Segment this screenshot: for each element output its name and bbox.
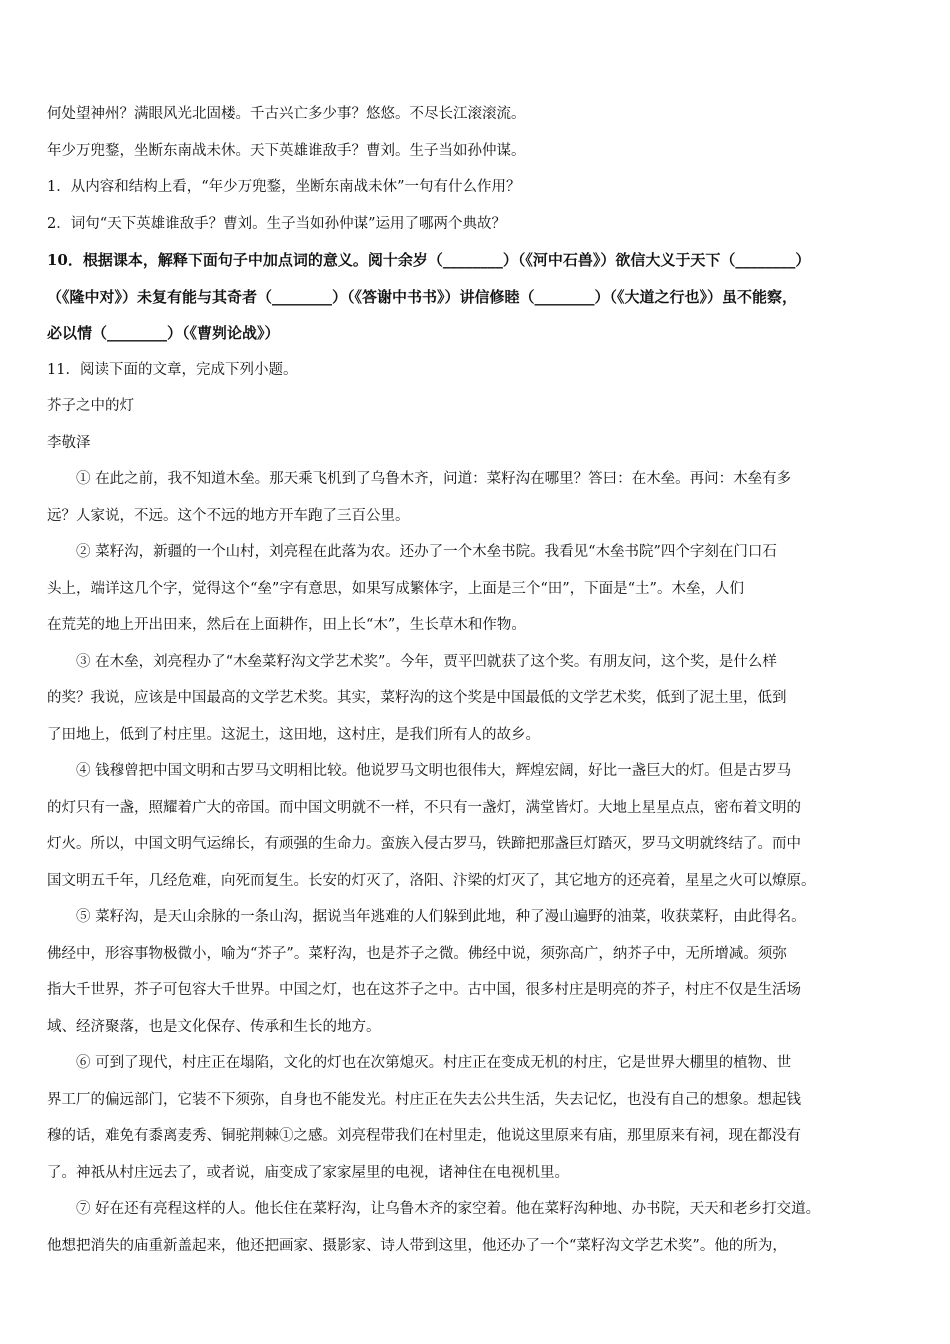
paragraph-line: 的灯只有一盏，照耀着广大的帝国。而中国文明就不一样，不只有一盏灯，满堂皆灯。大地上星星点点，密布着文明的 bbox=[47, 799, 801, 816]
paragraph-line: 指大千世界，芥子可包容大千世界。中国之灯，也在这芥子之中。古中国，很多村庄是明亮的芥子，村庄不仅是生活场 bbox=[47, 982, 801, 998]
question-11-intro: 11．阅读下面的文章，完成下列小题。 bbox=[47, 361, 298, 378]
paragraph-line: 域、经济聚落，也是文化保存、传承和生长的地方。 bbox=[47, 1018, 381, 1035]
paragraph-line: ④ 钱穆曾把中国文明和古罗马文明相比较。他说罗马文明也很伟大，辉煌宏阔，好比一盏巨大的灯。但是古罗马 bbox=[76, 763, 792, 779]
article-paragraph bbox=[47, 461, 905, 534]
paragraph-line: 灯火。所以，中国文明气运绵长，有顽强的生命力。蛮族入侵古罗马，铁蹄把那盏巨灯踏灭，罗马文明就终结了。而中 bbox=[47, 836, 801, 852]
poem-line: 年少万兜鍪，坐断东南战未休。天下英雄谁敌手？曹刘。生子当如孙仲谋。 bbox=[47, 142, 526, 159]
article-paragraph bbox=[47, 899, 905, 1045]
article-paragraph bbox=[47, 753, 905, 899]
paragraph-line: 的奖？我说，应该是中国最高的文学艺术奖。其实，菜籽沟的这个奖是中国最低的文学艺术奖，低到了泥土里，低到 bbox=[47, 690, 787, 706]
paragraph-line: ⑤ 菜籽沟，是天山余脉的一条山沟，据说当年逃难的人们躲到此地，种了漫山遍野的油菜，收获菜籽，由此得名。 bbox=[76, 909, 806, 925]
question-2: 2．词句“天下英雄谁敌手？曹刘。生子当如孙仲谋”运用了哪两个典故？ bbox=[47, 215, 507, 232]
paragraph-line: 头上，端详这几个字，觉得这个“垒”字有意思，如果写成繁体字，上面是三个“田”，下面是“土”。木垒，人们 bbox=[47, 580, 744, 597]
paragraph-line: 远？人家说，不远。这个不远的地方开车跑了三百公里。 bbox=[47, 507, 410, 524]
question-10-line: 10．根据课本，解释下面句子中加点词的意义。阅十余岁（________）（《河中石兽》）欲信大义于天下（________） bbox=[47, 251, 811, 269]
paragraph-line: 他想把消失的庙重新盖起来，他还把画家、摄影家、诗人带到这里，他还办了一个“菜籽沟文学艺术奖”。他的所为， bbox=[47, 1237, 787, 1254]
paragraph-line: ⑦ 好在还有亮程这样的人。他长住在菜籽沟，让乌鲁木齐的家空着。他在菜籽沟种地、办书院，天天和老乡打交道。 bbox=[76, 1201, 821, 1217]
paragraph-line: 佛经中，形容事物极微小，喻为“芥子”。菜籽沟，也是芥子之微。佛经中说，须弥高广，纳芥子中，无所增减。须弥 bbox=[47, 945, 787, 962]
article-author: 李敬泽 bbox=[47, 434, 91, 451]
document-page bbox=[47, 96, 905, 1264]
question-10-line: （《隆中对》）未复有能与其奇者（________）（《答谢中书书》）讲信修睦（________）（《大道之行也》）虽不能察， bbox=[47, 287, 798, 306]
paragraph-line: 国文明五千年，几经危难，向死而复生。长安的灯灭了，洛阳、汴梁的灯灭了，其它地方的还亮着，星星之火可以燎原。 bbox=[47, 872, 816, 889]
paragraph-line: ① 在此之前，我不知道木垒。那天乘飞机到了乌鲁木齐，问道：菜籽沟在哪里？答曰：在木垒。再问：木垒有多 bbox=[76, 471, 792, 487]
article-paragraph bbox=[47, 644, 905, 754]
paragraph-line: ② 菜籽沟，新疆的一个山村，刘亮程在此落为农。还办了一个木垒书院。我看见“木垒书院”四个字刻在门口石 bbox=[76, 544, 777, 560]
paragraph-line: 界工厂的偏远部门，它装不下须弥，自身也不能发光。村庄正在失去公共生活，失去记忆，也没有自己的想象。想起钱 bbox=[47, 1091, 801, 1108]
paragraph-line: 在荒芜的地上开出田来，然后在上面耕作，田上长“木”，生长草木和作物。 bbox=[47, 617, 526, 633]
article-paragraph bbox=[47, 1191, 905, 1264]
article-paragraph bbox=[47, 1045, 905, 1191]
poem-line: 何处望神州？满眼风光北固楼。千古兴亡多少事？悠悠。不尽长江滚滚流。 bbox=[47, 106, 526, 122]
question-10-line: 必以情（________）（《曹刿论战》） bbox=[47, 324, 280, 342]
paragraph-line: 穆的话，难免有黍离麦秀、铜驼荆棘①之感。刘亮程带我们在村里走，他说这里原来有庙，那里原来有祠，现在都没有 bbox=[47, 1128, 801, 1144]
paragraph-line: 了。神祇从村庄远去了，或者说，庙变成了家家屋里的电视，诸神住在电视机里。 bbox=[47, 1164, 569, 1181]
paragraph-line: 了田地上，低到了村庄里。这泥土，这田地，这村庄，是我们所有人的故乡。 bbox=[47, 726, 540, 743]
question-1: 1．从内容和结构上看，“年少万兜鍪，坐断东南战未休”一句有什么作用？ bbox=[47, 179, 521, 195]
article-paragraph bbox=[47, 534, 905, 644]
paragraph-line: ③ 在木垒，刘亮程办了“木垒菜籽沟文学艺术奖”。今年，贾平凹就获了这个奖。有朋友问，这个奖，是什么样 bbox=[76, 653, 777, 670]
article-title: 芥子之中的灯 bbox=[47, 398, 134, 414]
paragraph-line: ⑥ 可到了现代，村庄正在塌陷，文化的灯也在次第熄灭。村庄正在变成无机的村庄，它是世界大棚里的植物、世 bbox=[76, 1055, 792, 1071]
